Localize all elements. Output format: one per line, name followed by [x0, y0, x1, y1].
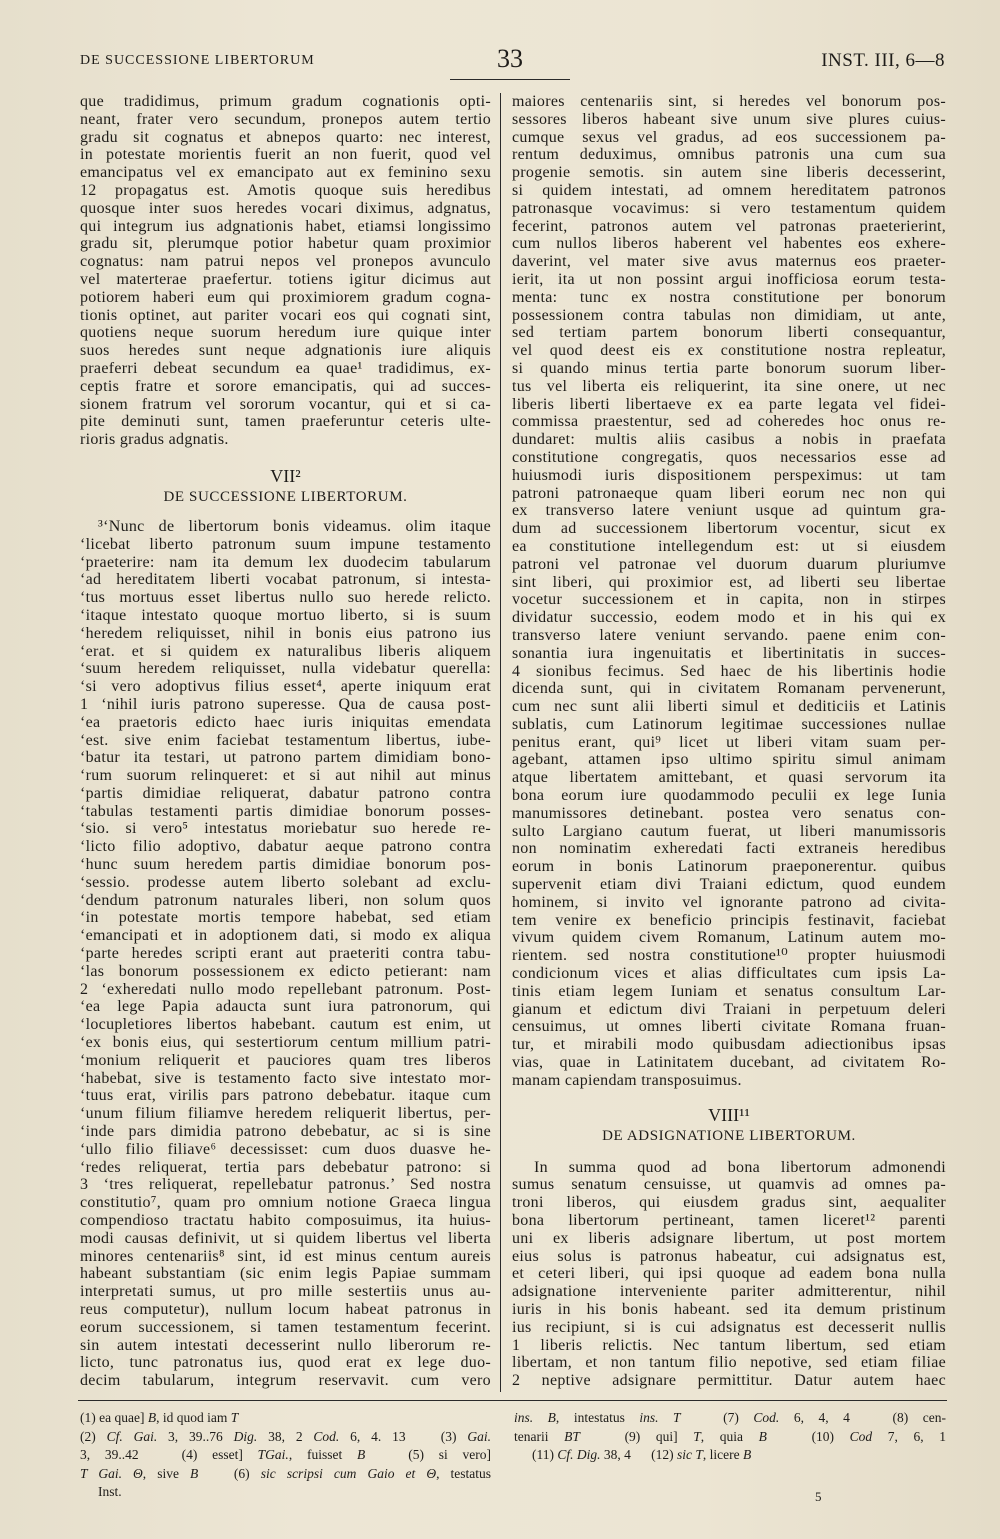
- text-line: manam capiendam transposuimus.: [512, 1071, 742, 1089]
- footnote-segment: Cf. Gai.: [106, 1428, 158, 1444]
- text-line: constitutione congregatis, quos necessarios esse ad: [512, 448, 946, 466]
- text-line: neant, frater vero secundum, pronepos autem tertio: [80, 110, 491, 128]
- footnote-segment: 7, 6, 1: [872, 1428, 946, 1444]
- footnote-segment: B: [147, 1410, 157, 1425]
- text-line: cum nec sunt alii liberti simul et dediticiis et Latinis: [512, 698, 946, 716]
- footnote-segment: (1) ea quae]: [80, 1410, 148, 1425]
- footnote-segment: 6, 4, 4 (8) cen-: [779, 1410, 946, 1425]
- text-line: praeferri debeat secundum ea quae¹ tradidimus, ex-: [80, 359, 491, 377]
- footnote-segment: Cod.: [313, 1428, 340, 1444]
- footnote-segment: tenarii: [514, 1428, 565, 1444]
- text-line: ius recipiunt, si is cui adsignatus est decesserit nullis: [512, 1318, 946, 1336]
- text-line: ‘in potestate mortis tempore habebat, sed etiam: [80, 909, 491, 927]
- footnote-segment: sic T: [677, 1447, 703, 1462]
- running-title: DE SUCCESSIONE LIBERTORUM: [80, 53, 315, 68]
- text-line: liberis liberti libertaeve ex ea parte legata vel fidei-: [512, 395, 946, 413]
- text-line: menta: tunc ex nostra constitutione per bonorum: [512, 288, 946, 306]
- text-line: troni liberos, qui eiusdem gradus sint, aequaliter: [512, 1194, 946, 1212]
- footnote-line: [514, 1446, 946, 1465]
- text-line: ‘itaque intestato quoque mortuo liberto, si is suum: [80, 606, 491, 624]
- text-line: vivum quidem civem Romanum, Latinum autem mo-: [512, 929, 946, 947]
- text-line: ‘las bonorum possessionem ex edicto petierant: nam: [80, 962, 491, 980]
- text-line: sumus senatum censuisse, ut quamvis ad omnes pa-: [512, 1176, 946, 1194]
- text-line: manumissores detinebant. postea vero senatus con-: [512, 804, 946, 822]
- footnote-line: [514, 1409, 946, 1428]
- text-line: ‘ea lege Papia adaucta sunt iura patronorum, qui: [80, 998, 491, 1016]
- text-line: commissa praestentur, sed ad coheredes hoc onus re-: [512, 413, 946, 431]
- text-line: habeant substantiam (sic enim legis Papiae summam: [80, 1265, 491, 1283]
- text-line: bona eorum iure quodammodo peculii ex lege Iunia: [512, 787, 946, 805]
- footnote-segment: (6): [198, 1465, 261, 1481]
- text-line: huiusmodi iuris dispositionem perspeximus: ut tam: [512, 466, 946, 484]
- text-line: ‘unum filium filiamve heredem reliquerit libertus, per-: [80, 1105, 491, 1123]
- footnote-segment: ins. T: [639, 1410, 681, 1425]
- footnote-segment: , sive: [142, 1465, 191, 1481]
- footnote-segment: Cf. Dig.: [557, 1447, 601, 1462]
- text-line: 2 neptive adsignare permittitur. Datur autem haec: [512, 1372, 946, 1390]
- footnotes-left: [80, 1409, 491, 1502]
- text-line: qui integrum ius adgnationis habet, etiamsi longissimo: [80, 217, 491, 235]
- text-line: vias, quae in Latinitatem ducebant, ad civitatem Ro-: [512, 1054, 946, 1072]
- section-number: VII²: [270, 465, 301, 486]
- text-line: uni ex liberis adsignare libertum, ut post mortem: [512, 1229, 946, 1247]
- text-line: patronasque vocavimus: si vero testamentum quidem: [512, 199, 946, 217]
- text-line: daverint, vel mater sive avus maternus eos praeter-: [512, 253, 946, 271]
- text-line: vel materterae praefertur. totiens igitur dicimus aut: [80, 270, 491, 288]
- text-line: ‘licto filio adoptivo, dabatur aeque patrono contra: [80, 838, 491, 856]
- footnote-segment: (7): [680, 1410, 754, 1425]
- footnote-line: [80, 1465, 491, 1484]
- footnote-segment: (2): [80, 1428, 107, 1444]
- text-line: emancipatus vel ex emancipato aut ex feminino sexu: [80, 164, 491, 182]
- footnote-line: [80, 1409, 491, 1428]
- text-line: 1 liberis relictis. Nec tantum libertum, sed etiam: [512, 1336, 946, 1354]
- text-line: ceptis fratre et sorore emancipatis, qui ad succes-: [80, 377, 491, 395]
- text-line: ‘erat. et si quidem ex naturalibus liberis aliquem: [80, 642, 491, 660]
- text-line: ‘heredem reliquisset, nihil in bonis eius patrono ius: [80, 624, 491, 642]
- text-line: et ceteri liberi, qui ipsi quoque ad eadem bona nulla: [512, 1265, 946, 1283]
- footnote-segment: , intestatus: [555, 1410, 640, 1425]
- text-line: ‘inde pars dimidia patrono debebatur, ac si is sine: [80, 1123, 491, 1141]
- footnote-segment: 3, 39..76: [157, 1428, 234, 1444]
- footnote-segment: T: [230, 1410, 239, 1425]
- text-line: ex transverso latere veniunt usque ad quintum gra-: [512, 502, 946, 520]
- text-line: si quando minus tertia parte bonorum suorum liber-: [512, 359, 946, 377]
- footnote-rule: [78, 1400, 947, 1401]
- footnote-line: [514, 1428, 946, 1447]
- text-line: ‘si vero adoptivus filius esset⁴, aperte iniquum erat: [80, 678, 491, 696]
- text-line: ierit, ita ut non possint argui inofficiosa eorum testa-: [512, 270, 946, 288]
- footnote-segment: (10): [766, 1428, 850, 1444]
- text-line: tionis optinet, aut pariter vocari eos qui cognati sint,: [80, 306, 491, 324]
- text-line: tur, et mirabili modo quibusdam adiectionibus ipsas: [512, 1036, 946, 1054]
- text-line: gianum et edictum divi Traiani in perpetuum deleri: [512, 1000, 946, 1018]
- text-line: quosque inter suos heredes vocari diximus, adgnatus,: [80, 199, 491, 217]
- text-line: quotiens neque suorum heredum iure quique inter: [80, 324, 491, 342]
- text-line: gradu sit, plerumque potior habetur quam proximior: [80, 235, 491, 253]
- text-line: interpretati sumus, ut pro mille sestertiis unus au-: [80, 1283, 491, 1301]
- footnote-segment: 38, 4 (12): [600, 1447, 678, 1462]
- paragraph: [80, 93, 491, 449]
- text-line: ‘sessio. prodesse autem liberto solebant ad exclu-: [80, 873, 491, 891]
- text-line: 4 sionibus fecimus. Sed haec de his libertinis hodie: [512, 662, 946, 680]
- column-divider: [500, 93, 501, 1392]
- text-line: ‘praeterire: nam ita demum lex duodecim tabularum: [80, 553, 491, 571]
- right-column: [512, 93, 946, 1390]
- section-number: VIII¹¹: [708, 1104, 750, 1125]
- text-line: pite deminuti sunt, tamen praeferuntur ceteris ulte-: [80, 413, 491, 431]
- text-line: sin autem intestati decesserint nullo liberorum re-: [80, 1336, 491, 1354]
- text-line: tus vel liberta eis reliquerint, ita sine onere, ut nec: [512, 377, 946, 395]
- text-line: tem venire ex beneficio principis festinavit, faciebat: [512, 911, 946, 929]
- text-line: 12 propagatus est. Amotis quoque suis heredibus: [80, 181, 491, 199]
- footnote-segment: , id quod iam: [156, 1410, 231, 1425]
- text-line: eorum in bonis Latinorum praeponerentur. quibus: [512, 858, 946, 876]
- text-line: reus computetur), nullum locum habeat patronus in: [80, 1301, 491, 1318]
- text-line: agebant, attamen ipso ultimo spiritu simul animam: [512, 751, 946, 769]
- footnote-segment: (5) si vero]: [365, 1447, 491, 1462]
- section-title: DE ADSIGNATIONE LIBERTORUM.: [602, 1127, 856, 1144]
- footnote-segment: Inst.: [98, 1484, 122, 1499]
- footnote-segment: Dig.: [233, 1428, 258, 1444]
- text-line: ‘tabulas testamenti partis dimidiae bonorum posses-: [80, 802, 491, 820]
- footnote-segment: B: [190, 1465, 199, 1481]
- text-line: ‘ex bonis eius, qui sestertiorum centum millium patri-: [80, 1034, 491, 1052]
- footnote-segment: B: [356, 1447, 366, 1462]
- text-line: 1 ‘nihil iuris patrono superesse. Qua de causa post-: [80, 695, 491, 713]
- left-column: [80, 93, 491, 1390]
- text-line: vel quod deest eis ex constitutione nostra repleatur,: [512, 342, 946, 360]
- footnotes-right: [514, 1409, 946, 1465]
- text-line: atque libertatem amittebant, et quasi servorum ita: [512, 769, 946, 787]
- text-line: sonantia iura ingenuitatis et libertinitatis in succes-: [512, 644, 946, 662]
- footnote-line: [80, 1483, 491, 1502]
- footnote-segment: 38, 2: [257, 1428, 314, 1444]
- footnote-line: [80, 1446, 491, 1465]
- text-line: constitutio⁷, quam pro omnium notione Graeca lingua: [80, 1194, 491, 1212]
- text-line: sulto Largiano cautum fuerat, ut liberi manumissoris: [512, 822, 946, 840]
- signature-mark: 5: [815, 1489, 822, 1504]
- footnote-segment: (9) qui]: [579, 1428, 694, 1444]
- text-line: adsignatione interveniente pariter admitterentur, nihil: [512, 1283, 946, 1301]
- text-line: ‘ullo filio filiave⁶ decessisset: cum duos duasve he-: [80, 1140, 491, 1158]
- header-rule: [450, 79, 570, 80]
- text-line: sint liberi, qui proximior est, ad liberti seu libertae: [512, 573, 946, 591]
- text-line: cognatus: nam patrui nepos vel pronepos avunculo: [80, 253, 491, 271]
- text-line: potiorem haberi eum qui proximiorem gradum cogna-: [80, 288, 491, 306]
- text-line: suos heredes sunt neque adgnationis iure aliquis: [80, 342, 491, 360]
- footnote-segment: Gai.: [467, 1428, 492, 1444]
- text-line: ea constitutione intellegendum est: ut si eiusdem: [512, 537, 946, 555]
- text-line: vocetur successionem et in capita, non in stirpes: [512, 591, 946, 609]
- footnote-segment: BT: [564, 1428, 580, 1444]
- section-reference: INST. III, 6—8: [821, 50, 945, 71]
- text-line: eius solus is patronus habeatur, cui adsignatus est,: [512, 1247, 946, 1265]
- text-line: progenie semotis. sin autem sine liberis decesserint,: [512, 164, 946, 182]
- text-line: censuimus, ut omnes liberti civitate Romana fruan-: [512, 1018, 946, 1036]
- text-line: ‘suum heredem reliquisset, nulla videbatur querella:: [80, 660, 491, 678]
- text-line: dundaret: multis aliis casibus a nobis in praefata: [512, 431, 946, 449]
- section-title: DE SUCCESSIONE LIBERTORUM.: [163, 488, 408, 505]
- footnote-segment: TGai.: [257, 1447, 289, 1462]
- text-line: non nominatim exheredati facti extraneis heredibus: [512, 840, 946, 858]
- text-line: rientem. sed nostra constitutione¹⁰ propter huiusmodi: [512, 947, 946, 965]
- paragraph: [80, 518, 491, 1390]
- text-line: penitus erant, qui⁹ licet ut liberi vitam suam per-: [512, 733, 946, 751]
- text-line: iuris in his bonis habeant. sed ita demum pristinum: [512, 1301, 946, 1318]
- text-line: ‘ea praetoris edicto haec iuris iniquitas emendata: [80, 713, 491, 731]
- footnote-segment: T Gai. Θ: [80, 1465, 143, 1481]
- text-line: licto, tunc patronatus ius, quod erat ex lege duo-: [80, 1354, 491, 1372]
- text-line: tinis etiam legem Iuniam et senatus consultum Lar-: [512, 982, 946, 1000]
- text-line: ‘ad hereditatem liberti vocabat patronum, si intesta-: [80, 571, 491, 589]
- text-line: possessionem contra tabulas non dimidiam, ut ante,: [512, 306, 946, 324]
- text-line: sessores liberos habeant sive unum sive plures cuius-: [512, 110, 946, 128]
- text-line: compendioso tractatu habito composuimus, ita huius-: [80, 1212, 491, 1230]
- text-line: sed tertiam partem bonorum liberti consequantur,: [512, 324, 946, 342]
- footnote-segment: Cod.: [753, 1410, 780, 1425]
- text-line: 3 ‘tres reliquerat, repellebatur patronus.’ Sed nostra: [80, 1176, 491, 1194]
- text-line: ‘parte heredes scripti erant aut praeteriti contra tabu-: [80, 945, 491, 963]
- footnote-segment: , quia: [700, 1428, 759, 1444]
- text-line: modi causas definivit, ut si quidem libertus vel liberta: [80, 1229, 491, 1247]
- text-line: ‘batur ita testari, ut patrono partem dimidiam bono-: [80, 749, 491, 767]
- text-line: dicenda sunt, qui in civitatem Romanam pervenerunt,: [512, 680, 946, 698]
- text-line: in potestate morientis fuerit an non fuerit, quod vel: [80, 146, 491, 164]
- text-line: fecerint, patronos autem vel patronas praeterierint,: [512, 217, 946, 235]
- footnote-segment: ins. B: [514, 1410, 556, 1425]
- text-line: que tradidimus, primum gradum cognationis opti-: [80, 93, 491, 110]
- text-line: eorum successionem, si tamen testamentum fecerint.: [80, 1318, 491, 1336]
- text-line: rentum deduximus, omnibus patronis una cum sua: [512, 146, 946, 164]
- footnote-segment: T: [693, 1428, 701, 1444]
- footnote-segment: B: [743, 1447, 752, 1462]
- text-line: dum ad successionem libertorum vocentur, sicut ex: [512, 520, 946, 538]
- text-line: supervenit etiam divi Traiani edictum, quod eundem: [512, 876, 946, 894]
- footnote-segment: , fuisset: [288, 1447, 357, 1462]
- text-line: patroni patronaeque quam liberi eorum nec non qui: [512, 484, 946, 502]
- footnote-segment: , licere: [702, 1447, 744, 1462]
- text-line: ‘locupletiores libertos habebant. cautum est enim, ut: [80, 1016, 491, 1034]
- text-line: rioris gradus adgnatis.: [80, 431, 229, 449]
- text-line: ‘tus mortuus esset libertus nullo suo herede relicto.: [80, 589, 491, 607]
- paragraph: [512, 1159, 946, 1390]
- text-line: gradu sit cognatus et abnepos quarto: nec interest,: [80, 128, 491, 146]
- text-line: In summa quod ad bona libertorum admonendi: [534, 1158, 946, 1176]
- footnote-segment: , testatus: [436, 1465, 492, 1481]
- footnote-segment: B: [758, 1428, 767, 1444]
- text-line: sublatis, cum Latinorum legitimae successiones nullae: [512, 715, 946, 733]
- page-number: 33: [497, 44, 523, 73]
- text-line: ‘hunc suum heredem partis dimidiae bonorum pos-: [80, 856, 491, 874]
- text-line: ‘rum suorum relinqueret: et si aut nihil aut minus: [80, 767, 491, 785]
- text-line: ‘emancipati et in adoptionem dati, si modo ex aliqua: [80, 927, 491, 945]
- text-line: condicionum vices et alias difficultates cum ipsis La-: [512, 965, 946, 983]
- text-line: ‘est. sive enim faciebat testamentum libertus, iube-: [80, 731, 491, 749]
- text-line: ‘dendum patronum naturales liberi, non solum quos: [80, 891, 491, 909]
- footnote-segment: (11): [532, 1447, 558, 1462]
- text-line: cumque sexus vel gradus, ad eos successionem pa-: [512, 128, 946, 146]
- text-line: sionem fratrum vel sororum vocantur, qui et si ca-: [80, 395, 491, 413]
- text-line: ‘redes reliquerat, tertia pars debebatur patrono: si: [80, 1158, 491, 1176]
- footnote-segment: sic scripsi cum Gaio et Θ: [260, 1465, 437, 1481]
- footnote-segment: 3, 39..42 (4) esset]: [80, 1447, 258, 1462]
- text-line: bona libertorum pertineant, tamen liceret¹² parenti: [512, 1212, 946, 1230]
- text-line: ‘sio. si vero⁵ intestatus moriebatur suo herede re-: [80, 820, 491, 838]
- text-line: ‘tuus erat, virilis pars patrono debebatur. itaque cum: [80, 1087, 491, 1105]
- footnote-line: [80, 1428, 491, 1447]
- text-line: maiores centenariis sint, si heredes vel bonorum pos-: [512, 93, 946, 110]
- text-line: ‘monium reliquerit et pauciores quam tres liberos: [80, 1051, 491, 1069]
- text-line: ‘partis dimidiae reliquerat, dabatur patrono contra: [80, 784, 491, 802]
- text-line: ‘habebat, sive is testamento facto sive intestato mor-: [80, 1069, 491, 1087]
- text-line: transverso latere veniunt servando. paene enim con-: [512, 626, 946, 644]
- text-line: patroni vel patronae vel duorum duarum pluriumve: [512, 555, 946, 573]
- paragraph: [512, 93, 946, 1090]
- text-line: ‘licebat liberto patronum suum impune testamento: [80, 535, 491, 553]
- text-line: si quidem intestati, ad omnem hereditatem patronos: [512, 181, 946, 199]
- footnote-segment: 6, 4. 13 (3): [339, 1428, 468, 1444]
- text-line: cum nullos liberos haberent vel habentes eos exhere-: [512, 235, 946, 253]
- footnote-segment: Cod: [849, 1428, 873, 1444]
- text-line: libertam, et non tantum filio nepotive, sed etiam filiae: [512, 1354, 946, 1372]
- text-line: decim tabularum, integrum reservavit. cum vero: [80, 1372, 491, 1390]
- text-line: dividatur successio, eodem modo et in his qui ex: [512, 609, 946, 627]
- text-line: ³‘Nunc de libertorum bonis videamus. olim itaque: [98, 517, 491, 535]
- text-line: 2 ‘exheredati nullo modo repellebant patronum. Post-: [80, 980, 491, 998]
- text-line: hominem, si invito vel ignorante patrono ad civita-: [512, 893, 946, 911]
- text-line: minores centenariis⁸ sint, id est minus centum aureis: [80, 1247, 491, 1265]
